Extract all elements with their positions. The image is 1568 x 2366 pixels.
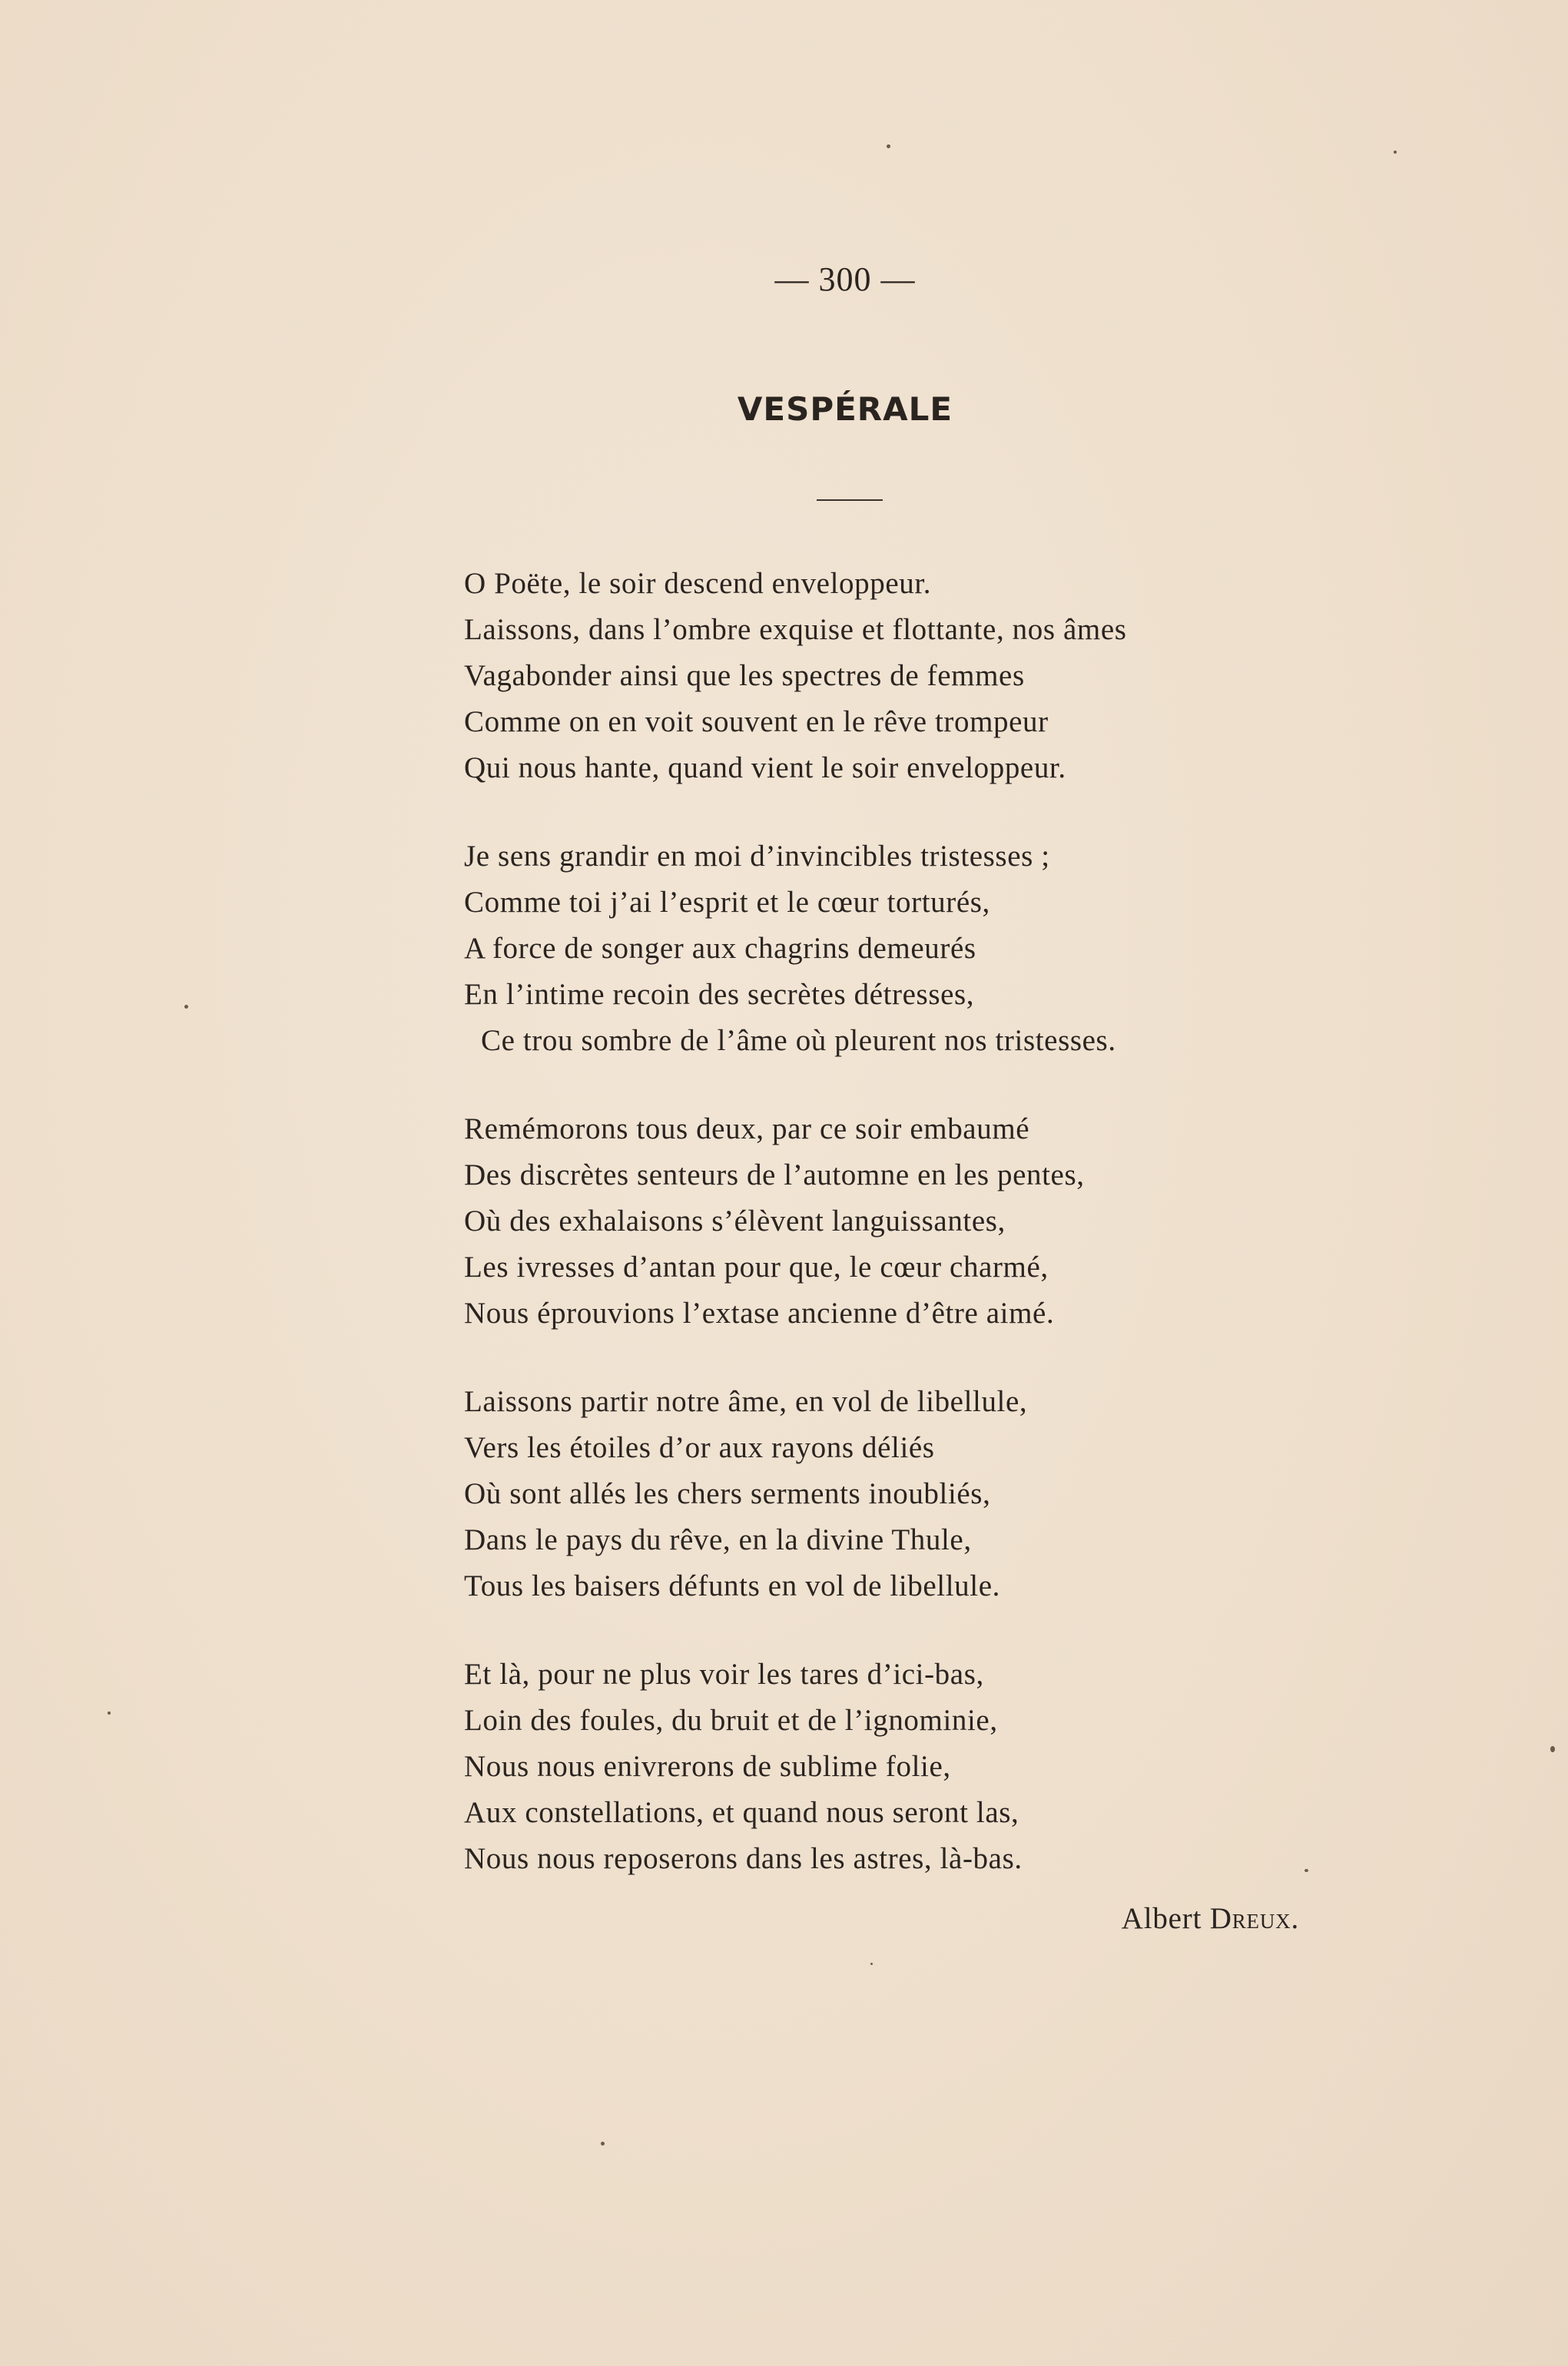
verse-line: Nous nous enivrerons de sublime folie, (464, 1750, 951, 1783)
verse-line: Loin des foules, du bruit et de l’ignominie, (464, 1704, 998, 1737)
verse-line: Des discrètes senteurs de l’automne en les pentes, (464, 1158, 1085, 1191)
paper-speck (1304, 1869, 1308, 1872)
verse-line: Où des exhalaisons s’élèvent languissantes, (464, 1205, 1006, 1238)
verse-line: Je sens grandir en moi d’invincibles tristesses ; (464, 840, 1050, 873)
verse-line: Comme on en voit souvent en le rêve trompeur (464, 705, 1049, 738)
verse-line: A force de songer aux chagrins demeurés (464, 932, 976, 965)
stanza-3 (464, 1106, 1386, 1337)
paper-speck (108, 1712, 111, 1715)
author-signature (1122, 1901, 1299, 1936)
verse-line: Dans le pays du rêve, en la divine Thule, (464, 1523, 972, 1556)
paper-speck (1550, 1746, 1555, 1752)
title-divider (817, 499, 883, 501)
stanza-4 (464, 1379, 1386, 1609)
verse-line: Aux constellations, et quand nous seront las, (464, 1796, 1019, 1829)
paper-speck (870, 1963, 873, 1965)
verse-line: En l’intime recoin des secrètes détresses, (464, 978, 975, 1011)
author-last-name: Dreux. (1209, 1902, 1299, 1935)
poem-title: VESPÉRALE (737, 390, 953, 428)
paper-speck (601, 2142, 605, 2146)
verse-line: Comme toi j’ai l’esprit et le cœur torturés, (464, 886, 990, 919)
verse-line: Remémorons tous deux, par ce soir embaumé (464, 1112, 1030, 1145)
verse-line: O Poëte, le soir descend enveloppeur. (464, 567, 932, 600)
verse-line: Laissons partir notre âme, en vol de libellule, (464, 1385, 1028, 1418)
author-first-name: Albert (1121, 1902, 1202, 1935)
paper-speck (887, 144, 890, 148)
verse-line: Laissons, dans l’ombre exquise et flottante, nos âmes (464, 613, 1127, 646)
poem-body (464, 561, 1386, 1924)
verse-line: Où sont allés les chers serments inoubliés, (464, 1477, 991, 1510)
verse-line: Vers les étoiles d’or aux rayons déliés (464, 1431, 935, 1464)
verse-line: Nous nous reposerons dans les astres, là-bas. (464, 1842, 1023, 1875)
page-number: — 300 — (774, 260, 916, 298)
paper-speck (184, 1005, 188, 1009)
stanza-5 (464, 1652, 1386, 1882)
verse-line: Qui nous hante, quand vient le soir enveloppeur. (464, 751, 1066, 784)
verse-line: Les ivresses d’antan pour que, le cœur charmé, (464, 1251, 1049, 1284)
paper-speck (1394, 151, 1397, 154)
verse-line: Tous les baisers défunts en vol de libellule. (464, 1569, 1000, 1602)
verse-line: Vagabonder ainsi que les spectres de femmes (464, 659, 1025, 692)
stanza-1 (464, 561, 1386, 791)
stanza-2 (464, 833, 1386, 1064)
verse-line: Nous éprouvions l’extase ancienne d’être aimé. (464, 1297, 1055, 1330)
verse-line: Et là, pour ne plus voir les tares d’ici-bas, (464, 1658, 984, 1691)
verse-line: Ce trou sombre de l’âme où pleurent nos tristesses. (481, 1024, 1116, 1057)
